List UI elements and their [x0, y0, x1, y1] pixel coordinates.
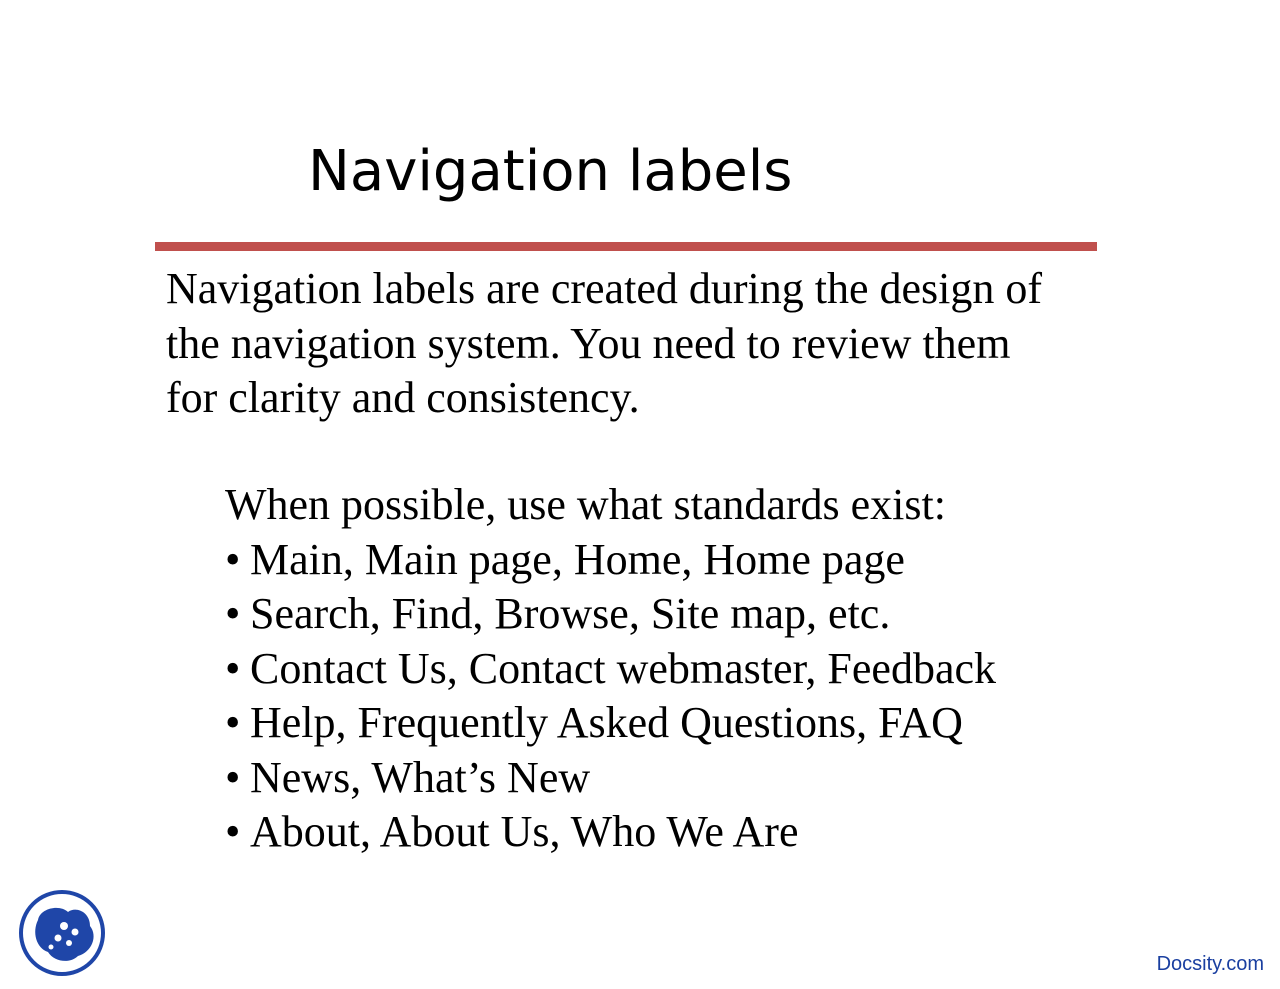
bullet-icon: • [225, 534, 241, 584]
list-item [225, 533, 1125, 588]
bullet-icon: • [225, 698, 241, 747]
list-item [225, 696, 1125, 751]
slide-title: Navigation labels [308, 139, 793, 204]
bullet-icon: • [225, 589, 241, 638]
bullet-icon: • [225, 752, 241, 802]
bullet-icon: • [225, 643, 241, 693]
list-item-text: Contact Us, Contact webmaster, Feedback [250, 643, 997, 693]
intro-line: the navigation system. You need to review them [166, 318, 1011, 368]
list-item-text: Help, Frequently Asked Questions, FAQ [250, 698, 963, 747]
docsity-link[interactable]: Docsity.com [1156, 953, 1264, 975]
intro-line: Navigation labels are created during the design of [166, 264, 1043, 313]
list-item [225, 587, 1125, 642]
intro-line: for clarity and consistency. [166, 373, 640, 422]
title-divider [155, 242, 1097, 251]
standards-list [225, 533, 1125, 860]
standards-section [225, 478, 1125, 860]
standards-heading: When possible, use what standards exist: [225, 480, 946, 529]
intro-paragraph [166, 262, 1106, 426]
docsity-logo-icon[interactable] [18, 890, 106, 976]
list-item-text: Main, Main page, Home, Home page [250, 534, 905, 584]
list-item-text: Search, Find, Browse, Site map, etc. [250, 589, 891, 638]
list-item [225, 805, 1125, 860]
list-item [225, 642, 1125, 697]
bullet-icon: • [225, 807, 241, 856]
list-item-text: About, About Us, Who We Are [250, 807, 799, 856]
list-item-text: News, What’s New [250, 752, 591, 802]
docsity-logo-graphic [18, 890, 106, 976]
list-item [225, 751, 1125, 806]
